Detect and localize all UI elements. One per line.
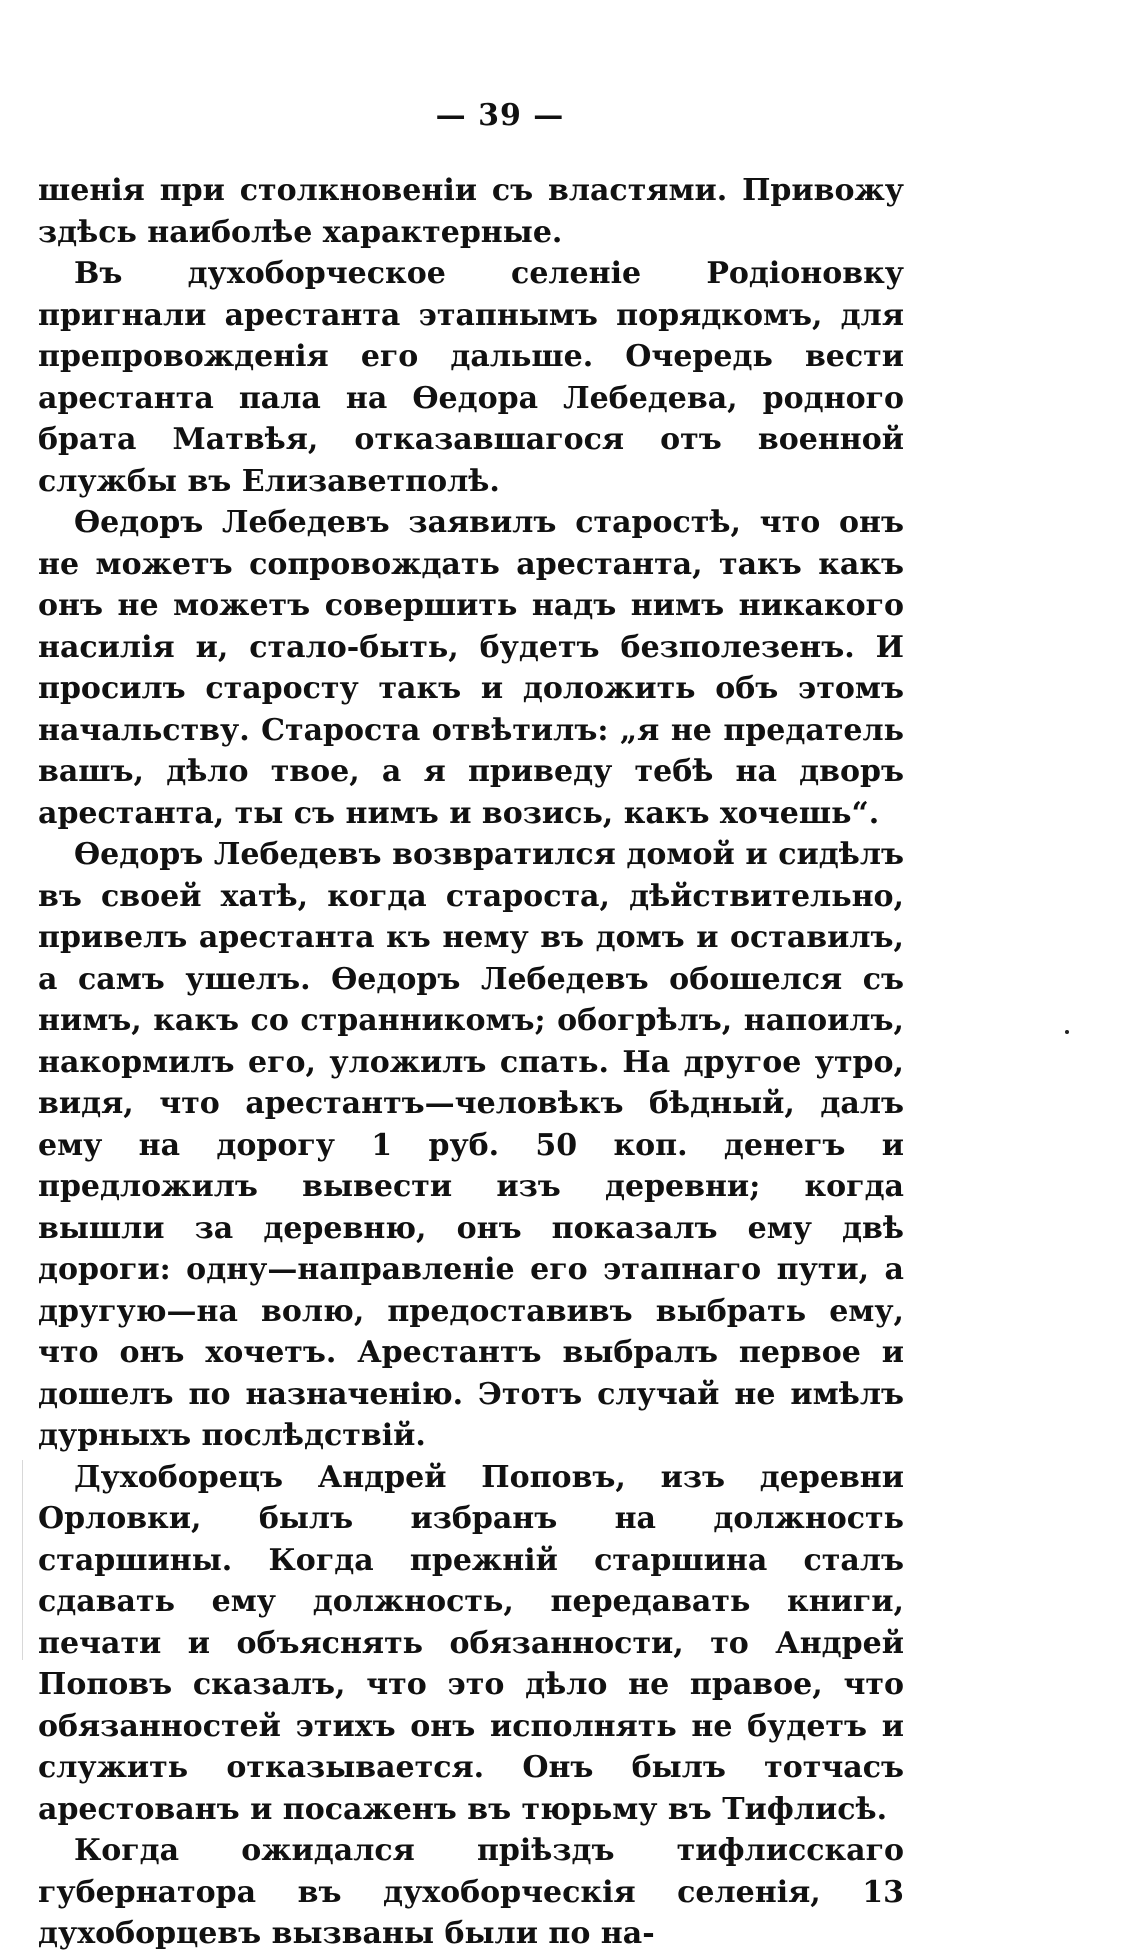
margin-line <box>22 1460 23 1660</box>
body-text <box>38 170 904 1955</box>
page-number: — 39 — <box>435 98 565 133</box>
ink-speck <box>1065 1030 1069 1034</box>
paragraph-lebedev-refusal: Өедоръ Лебедевъ заявилъ старостѣ, что онъ не можетъ сопровождать арестанта, такъ какъ онъ не можетъ совершить надъ нимъ никакого насилія и, стало-быть, будетъ безполезенъ. И просилъ старосту такъ и доложить объ этомъ начальству. Староста отвѣтилъ: „я не предатель вашъ, дѣло твое, а я приведу тебѣ на дворъ арестанта, ты съ нимъ и возись, какъ хочешь“. <box>38 505 904 831</box>
paragraph-rodionovka: Въ духоборческое селеніе Родіоновку пригнали арестанта этапнымъ порядкомъ, для препровожденія его дальше. Очередь вести арестанта пала на Өедора Лебедева, родного брата Матвѣя, отказавшагося отъ военной службы въ Елизаветполѣ. <box>38 256 904 499</box>
paragraph-popov: Духоборецъ Андрей Поповъ, изъ деревни Орловки, былъ избранъ на должность старшины. Когда прежній старшина сталъ сдавать ему должность, передавать книги, печати и объяснять обязанности, то Андрей Поповъ сказалъ, что это дѣло не правое, что обязанностей этихъ онъ исполнять не будетъ и служить отказывается. Онъ былъ тотчасъ арестованъ и посаженъ въ тюрьму въ Тифлисѣ. <box>38 1459 904 1827</box>
paragraph-governor: Когда ожидался пріѣздъ тифлисскаго губернатора въ духоборческія селенія, 13 духоборцевъ вызваны были по на- <box>38 1833 904 1951</box>
paragraph-continuation: шенія при столкновеніи съ властями. Привожу здѣсь наиболѣе характерные. <box>38 173 904 250</box>
paragraph-lebedev-prisoner: Өедоръ Лебедевъ возвратился домой и сидѣлъ въ своей хатѣ, когда староста, дѣйствительно, привелъ арестанта къ нему въ домъ и оставилъ, а самъ ушелъ. Өедоръ Лебедевъ обошелся съ нимъ, какъ со странникомъ; обогрѣлъ, напоилъ, накормилъ его, уложилъ спать. На другое утро, видя, что арестантъ—человѣкъ бѣдный, далъ ему на дорогу 1 руб. 50 коп. денегъ и предложилъ вывести изъ деревни; когда вышли за деревню, онъ показалъ ему двѣ дороги: одну—направленіе его этапнаго пути, а другую—на волю, предоставивъ выбрать ему, что онъ хочетъ. Арестантъ выбралъ первое и дошелъ по назначенію. Этотъ случай не имѣлъ дурныхъ послѣдствій. <box>38 837 904 1453</box>
